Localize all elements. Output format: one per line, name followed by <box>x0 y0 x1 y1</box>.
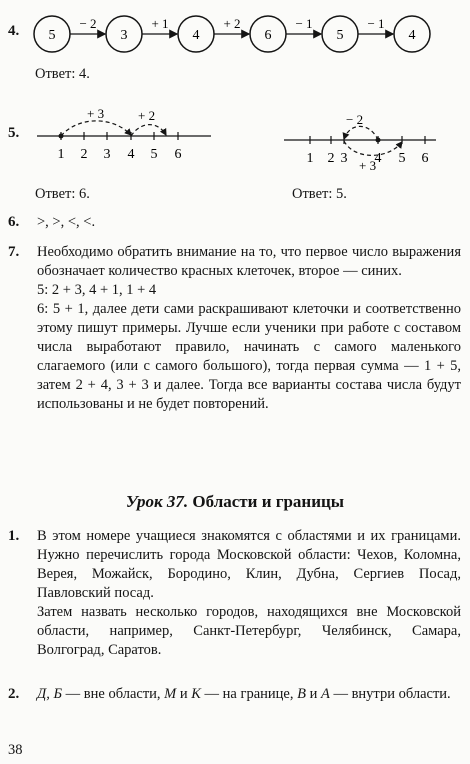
lesson-heading <box>0 492 470 511</box>
task-4-chain <box>30 10 470 54</box>
lesson-task-2-body <box>37 685 461 704</box>
task-7-number: 7. <box>8 244 20 260</box>
point: К <box>191 686 201 702</box>
chain-value: 5 <box>48 28 56 43</box>
chain-operation: + 1 <box>151 16 169 31</box>
page-number: 38 <box>8 742 23 758</box>
chain-value: 5 <box>336 28 344 43</box>
lesson-title: Области и границы <box>192 492 345 511</box>
task-7-body <box>37 243 461 414</box>
chain-operation: − 1 <box>367 16 385 31</box>
paragraph: Затем назвать несколько городов, находящихся вне Московской области, например, Санкт-Петербург, Челябинск, Самара, Волгоград, Саратов. <box>37 604 461 658</box>
tick-label: 4 <box>374 151 382 166</box>
paragraph: Необходимо обратить внимание на то, что первое число выражения обозначает количество красных клеточек, второе — синих. <box>37 244 461 279</box>
chain-operation: − 1 <box>295 16 313 31</box>
paragraph: 5: 2 + 3, 4 + 1, 1 + 4 <box>37 282 157 298</box>
tick-label: 4 <box>127 147 135 162</box>
tick-label: 2 <box>80 147 88 162</box>
start-point <box>59 134 64 139</box>
task-6-text: >, >, <, <. <box>37 214 96 230</box>
task-6-number: 6. <box>8 214 20 230</box>
lesson-prefix: Урок 37. <box>125 492 189 511</box>
start-point <box>376 138 381 143</box>
point: В <box>297 686 306 702</box>
jump-arc <box>131 125 166 136</box>
tick-label: 2 <box>327 151 335 166</box>
task-5-right-number-line <box>280 108 440 178</box>
chain-value: 6 <box>264 28 272 43</box>
text: и <box>176 686 192 702</box>
point: М <box>164 686 177 702</box>
lesson-task-1-number: 1. <box>8 528 20 544</box>
jump-arc <box>61 121 131 136</box>
chain-value: 4 <box>408 28 416 43</box>
task-5-left-number-line <box>33 106 213 166</box>
task-5-right-answer: Ответ: 5. <box>292 186 347 202</box>
paragraph: 6: 5 + 1, далее дети сами раскрашивают клеточки и соответственно этому пишут примеры. Лучше если ученики при работе с составом числа выработают правило, начинать с самого маленького слагаемого (или с самого большого), тогда первая сумма — 1 + 5, затем 2 + 4, 3 + 3 и далее. Тогда все варианты состава числа будут использованы и не будет повторений. <box>37 301 461 412</box>
tick-label: 3 <box>103 147 111 162</box>
tick-label: 1 <box>57 147 65 162</box>
tick-label: 1 <box>306 151 314 166</box>
tick-label: 6 <box>421 151 429 166</box>
jump-label: − 2 <box>346 112 364 127</box>
point: А <box>320 686 330 702</box>
jump-arc <box>344 126 378 140</box>
task-5-left-answer: Ответ: 6. <box>35 186 90 202</box>
lesson-task-1-body <box>37 527 461 660</box>
chain-operation: − 2 <box>79 16 97 31</box>
chain-value: 4 <box>192 28 200 43</box>
jump-label: + 2 <box>138 108 156 123</box>
text: — вне области, <box>62 686 165 702</box>
task-4-number: 4. <box>8 23 20 39</box>
jump-label: + 3 <box>87 106 105 121</box>
points-outside: Д, Б <box>37 686 63 702</box>
jump-arc <box>344 141 402 155</box>
text: — на границе, <box>200 686 298 702</box>
tick-label: 5 <box>398 151 406 166</box>
task-4-answer: Ответ: 4. <box>35 66 90 82</box>
lesson-task-2-number: 2. <box>8 686 20 702</box>
tick-label: 5 <box>150 147 158 162</box>
jump-label: + 3 <box>359 158 377 173</box>
tick-label: 3 <box>340 151 348 166</box>
text: и <box>305 686 321 702</box>
task-5-number: 5. <box>8 125 20 141</box>
chain-value: 3 <box>120 28 128 43</box>
text: — внутри области. <box>329 686 451 702</box>
tick-label: 6 <box>174 147 182 162</box>
paragraph: В этом номере учащиеся знакомятся с областями и их границами. Нужно перечислить города Московской области: Чехов, Коломна, Верея, Можайск, Бородино, Клин, Дубна, Сергиев Посад, Павловский посад. <box>37 528 461 601</box>
chain-operation: + 2 <box>223 16 241 31</box>
